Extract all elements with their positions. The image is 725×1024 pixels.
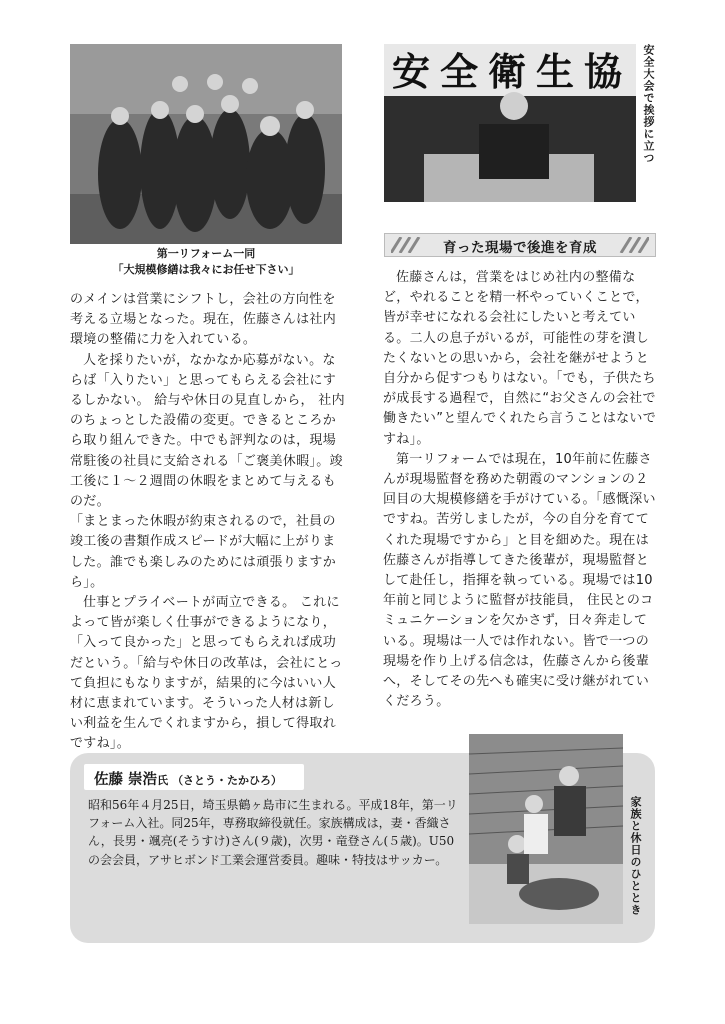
paragraph: 「まとまった休暇が約束されるので，社員の竣工後の書類作成スピードが大幅に上がりました。誰でも楽しみのためには頑張りますから」。 bbox=[70, 514, 337, 590]
right-column bbox=[383, 268, 657, 712]
stripes-decoration-icon bbox=[605, 237, 649, 253]
paragraph: 第一リフォームでは現在，10年前に佐藤さんが現場監督を務めた朝霞のマンションの２回目の大規模修繕を手がけている。「感慨深いですね。苦労しましたが，今の自分を育ててくれた現場ですから」と目を細めた。現在は佐藤さんが指導してきた後輩が，現場監督として赴任し，指揮を執っている。現場では10年前と同じように監督が技能員， 住民とのコミュニケーションを欠かさず，日々奔走している。現場は一人では作れない。皆で一つの現場を作り上げる信念は，佐藤さんから後輩へ，そしてその先へも確実に受け継がれていくだろう。 bbox=[383, 451, 656, 710]
paragraph: のメインは営業にシフトし，会社の方向性を考える立場となった。現在，佐藤さんは社内環境の整備に力を入れている。 bbox=[70, 292, 337, 348]
group-photo-caption bbox=[70, 246, 342, 278]
profile-honorific: 氏 bbox=[157, 774, 169, 787]
paragraph: 仕事とプライベートが両立できる。 これによって皆が楽しく仕事ができるようになり，「入って良かった」と思ってもらえれば成功だという。「給与や休日の改革は，会社にとって負担にもなりますが，結果的に今はいい人材に恵まれています。そういった人材は新しい利益を生んでくれますから，損して得取れですね」。 bbox=[70, 595, 343, 752]
paragraph: 人を採りたいが，なかなか応募がない。ならば「入りたい」と思ってもらえる会社にするしかない。 給与や休日の見直しから， 社内のちょっとした設備の変更。できるところから取り組んできた。中でも評判なのは，現場常駐後の社員に支給される「ご褒美休暇」。竣工後に１～２週間の休暇をまとめて与えるものだ。 bbox=[70, 352, 345, 510]
podium-photo-caption: 安全大会で挨拶に立つ bbox=[642, 44, 655, 164]
podium-photo bbox=[384, 44, 636, 202]
section-heading-bar bbox=[384, 233, 656, 257]
profile-bio: 昭和56年４月25日，埼玉県鶴ヶ島市に生まれる。平成18年，第一リフォーム入社。同25年，専務取締役就任。家族構成は，妻・香織さん，長男・颯亮(そうすけ)さん(９歳)，次男・竜登さん(５歳)。U50の会会員，アサヒボンド工業会運営委員。趣味・特技はサッカー。 bbox=[88, 798, 458, 867]
profile-name-line bbox=[94, 768, 282, 789]
podium-banner-text: 安全衛生協 bbox=[392, 49, 633, 94]
group-photo bbox=[70, 44, 342, 244]
profile-reading: （さとう・たかひろ） bbox=[172, 774, 283, 787]
group-photo-caption-line1: 第一リフォーム一同 bbox=[156, 247, 256, 260]
group-photo-caption-line2: 「大規模修繕は我々にお任せ下さい」 bbox=[112, 263, 300, 276]
paragraph: 佐藤さんは，営業をはじめ社内の整備など，やれることを精一杯やっていくことで，皆が幸せになれる会社にしたいと考えている。二人の息子がいるが，可能性の芽を潰したくないとの思いから，会社を継がせようと自分から促すつもりはない。「でも，子供たちが成長する過程で，自然に“お父さんの会社で働きたい”と望んでくれたら言うことはないですね」。 bbox=[383, 270, 657, 447]
left-column bbox=[70, 290, 345, 755]
family-photo-caption: 家族と休日のひととき bbox=[629, 796, 642, 916]
section-heading: 育った現場で後進を育成 bbox=[443, 240, 597, 256]
profile-name: 佐藤 崇浩 bbox=[94, 772, 158, 788]
family-photo bbox=[469, 734, 623, 924]
